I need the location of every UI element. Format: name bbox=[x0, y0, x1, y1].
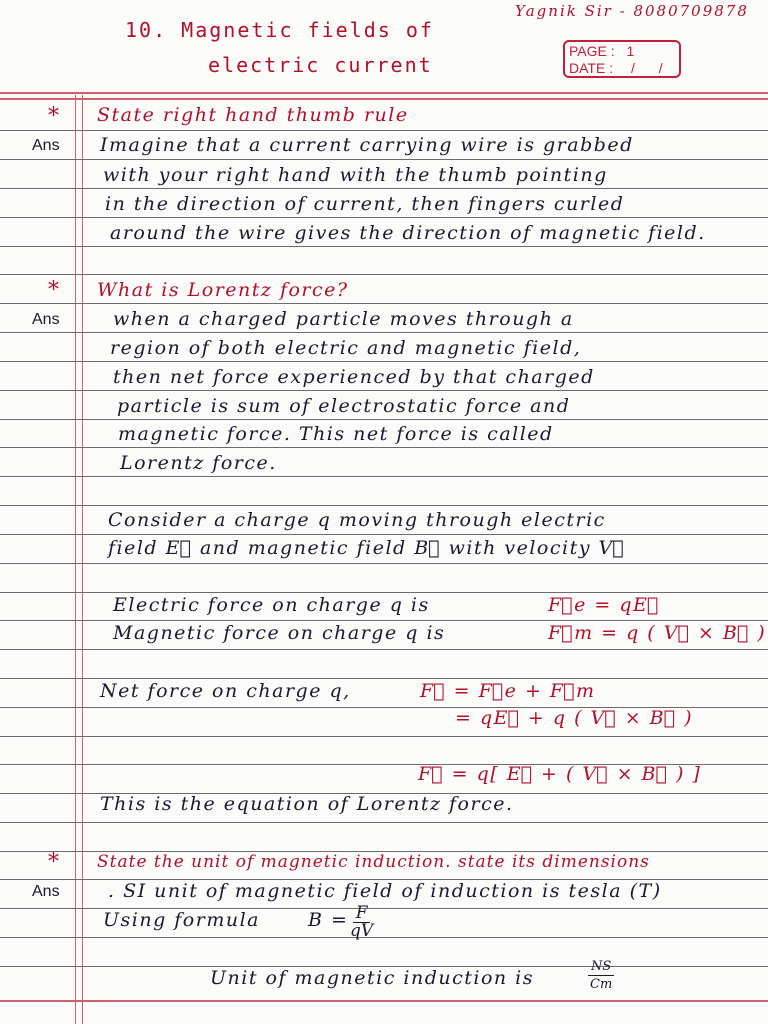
ruled-line bbox=[0, 505, 768, 506]
ruled-line bbox=[0, 476, 768, 477]
page-date-box bbox=[563, 40, 681, 78]
answer-line: when a charged particle moves through a bbox=[113, 308, 574, 330]
ruled-line bbox=[0, 130, 768, 131]
answer-line: in the direction of current, then fingers curled bbox=[105, 193, 625, 215]
question-3: State the unit of magnetic induction. state its dimensions bbox=[97, 852, 650, 872]
question-star-icon: * bbox=[48, 104, 59, 129]
net-force-equation: F⃗ = F⃗e + F⃗m bbox=[420, 680, 596, 702]
ruled-line bbox=[0, 188, 768, 189]
unit-label: Unit of magnetic induction is bbox=[210, 967, 535, 989]
answer-line: around the wire gives the direction of magnetic field. bbox=[110, 222, 706, 244]
fraction-numerator: F bbox=[353, 905, 371, 923]
answer-marker: Ans bbox=[32, 311, 60, 328]
chapter-title-line2: electric current bbox=[208, 53, 433, 77]
ruled-line bbox=[0, 620, 768, 621]
red-top-line bbox=[0, 98, 768, 100]
consider-line: field E⃗ and magnetic field B⃗ with velocity V⃗ bbox=[108, 537, 626, 559]
fraction-denominator: Cm bbox=[590, 977, 613, 992]
answer-line: region of both electric and magnetic field, bbox=[110, 337, 582, 359]
answer-line: . SI unit of magnetic field of induction is tesla (T) bbox=[108, 880, 662, 902]
electric-force-equation: F⃗e = qE⃗ bbox=[548, 594, 660, 616]
fraction-numerator: NS bbox=[588, 958, 614, 976]
ruled-line bbox=[0, 390, 768, 391]
question-2: What is Lorentz force? bbox=[97, 279, 349, 301]
conclusion-line: This is the equation of Lorentz force. bbox=[100, 793, 514, 815]
answer-line: particle is sum of electrostatic force and bbox=[117, 395, 571, 417]
ruled-line bbox=[0, 736, 768, 737]
answer-line: Imagine that a current carrying wire is grabbed bbox=[100, 134, 634, 156]
ruled-line bbox=[0, 246, 768, 247]
red-bottom-line bbox=[0, 1000, 768, 1002]
unit-fraction bbox=[588, 958, 614, 993]
net-force-equation: = qE⃗ + q ( V⃗ × B⃗ ) bbox=[455, 707, 693, 729]
teacher-name: Yagnik Sir - 8080709878 bbox=[515, 2, 749, 20]
ruled-line bbox=[0, 563, 768, 564]
page-label: PAGE : bbox=[569, 43, 615, 59]
ruled-line bbox=[0, 159, 768, 160]
red-top-line bbox=[0, 92, 768, 94]
ruled-line bbox=[0, 274, 768, 275]
ruled-line bbox=[0, 649, 768, 650]
date-value: / / bbox=[630, 60, 673, 76]
answer-line: with your right hand with the thumb pointing bbox=[103, 164, 608, 186]
lorentz-force-equation: F⃗ = q[ E⃗ + ( V⃗ × B⃗ ) ] bbox=[418, 763, 702, 785]
answer-line: then net force experienced by that charged bbox=[113, 366, 595, 388]
formula-fraction bbox=[350, 905, 373, 940]
magnetic-force-label: Magnetic force on charge q is bbox=[113, 622, 446, 644]
ruled-line bbox=[0, 592, 768, 593]
page-number: 1 bbox=[626, 43, 635, 59]
ruled-line bbox=[0, 332, 768, 333]
ruled-line bbox=[0, 217, 768, 218]
formula-label: Using formula bbox=[103, 909, 260, 931]
date-label: DATE : bbox=[569, 60, 614, 76]
ruled-line bbox=[0, 678, 768, 679]
question-1: State right hand thumb rule bbox=[97, 104, 409, 126]
ruled-line bbox=[0, 361, 768, 362]
ruled-line bbox=[0, 303, 768, 304]
ruled-line bbox=[0, 447, 768, 448]
net-force-label: Net force on charge q, bbox=[100, 680, 351, 702]
formula-lhs: B = bbox=[308, 909, 349, 931]
consider-line: Consider a charge q moving through electric bbox=[108, 509, 606, 531]
electric-force-label: Electric force on charge q is bbox=[113, 594, 430, 616]
ruled-line bbox=[0, 419, 768, 420]
fraction-denominator: qV bbox=[350, 921, 374, 941]
margin-line bbox=[82, 95, 83, 1024]
question-star-icon: * bbox=[48, 278, 59, 303]
answer-marker: Ans bbox=[32, 137, 60, 154]
question-star-icon: * bbox=[48, 850, 59, 875]
ruled-line bbox=[0, 822, 768, 823]
answer-line: magnetic force. This net force is called bbox=[118, 423, 554, 445]
answer-marker: Ans bbox=[32, 883, 60, 900]
ruled-line bbox=[0, 937, 768, 938]
magnetic-force-equation: F⃗m = q ( V⃗ × B⃗ ) bbox=[548, 622, 767, 644]
margin-line bbox=[75, 95, 76, 1024]
chapter-title: 10. Magnetic fields of bbox=[125, 18, 434, 42]
answer-line: Lorentz force. bbox=[120, 452, 277, 474]
ruled-line bbox=[0, 534, 768, 535]
